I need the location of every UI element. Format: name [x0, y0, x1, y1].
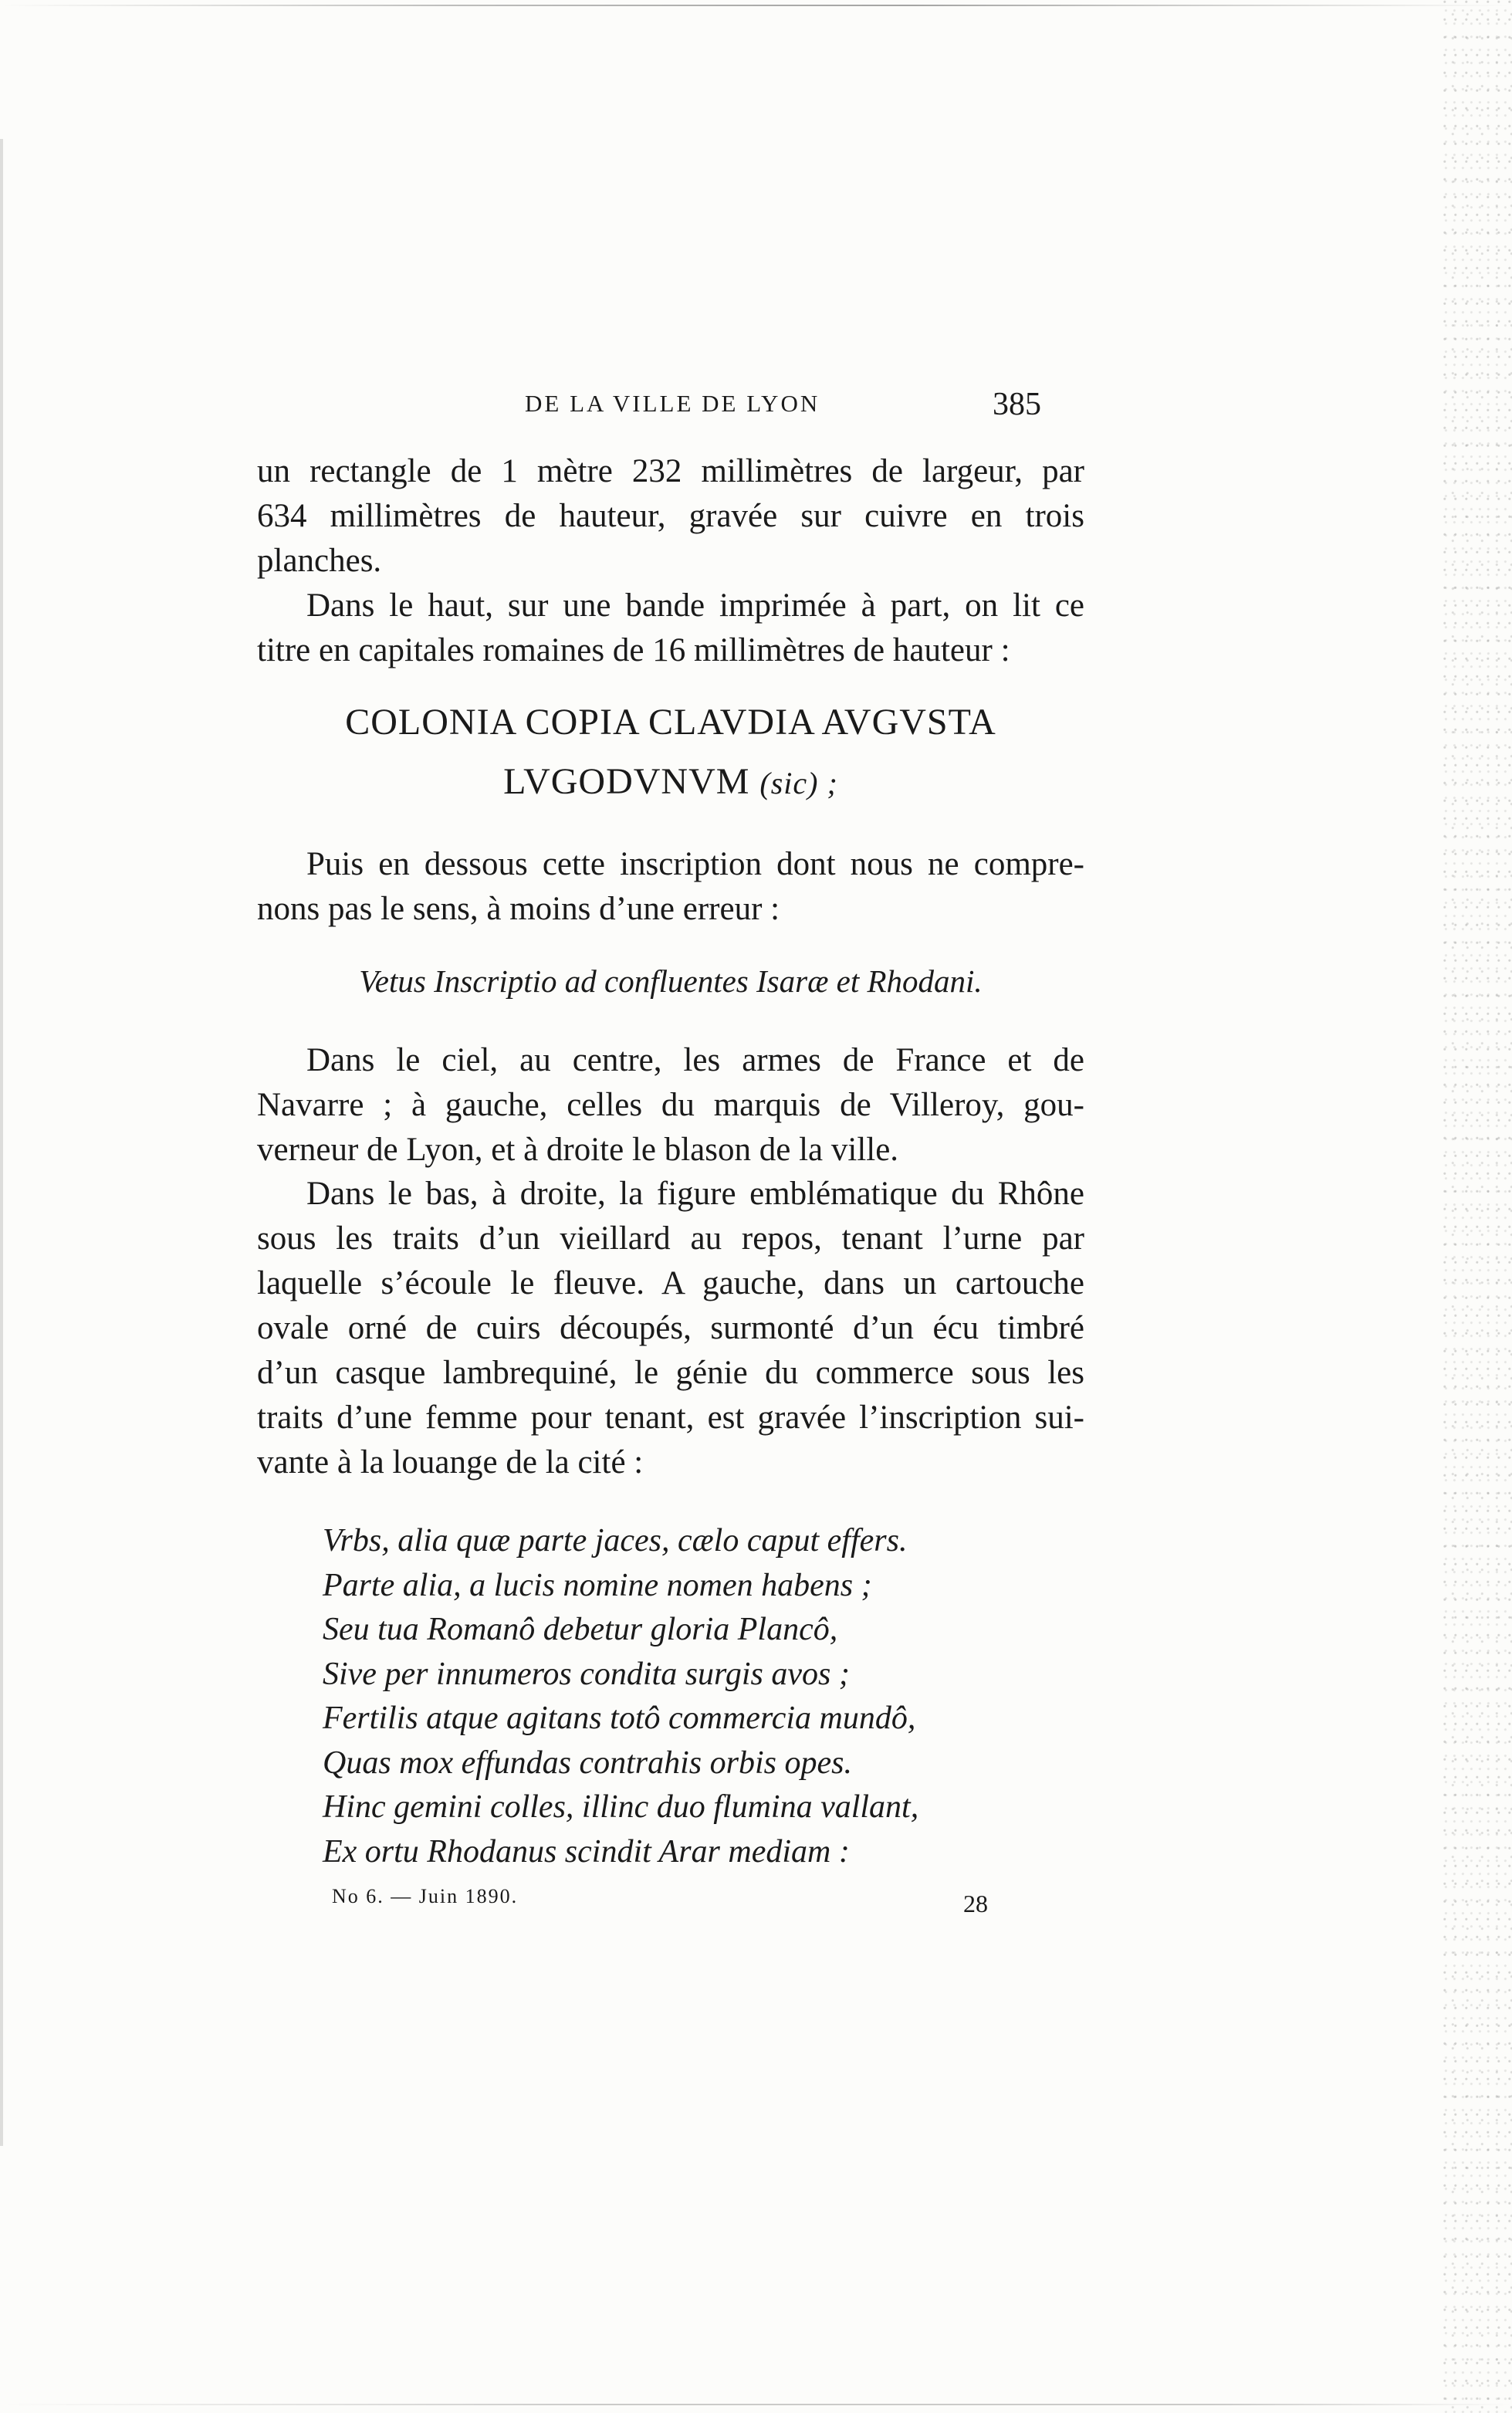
text-line: d’un casque lambrequiné, le génie du commerce sous les [257, 1355, 1084, 1391]
text-line: ovale orné de cuirs découpés, surmonté d’un écu timbré [257, 1310, 1084, 1346]
text-line: un rectangle de 1 mètre 232 millimètres de largeur, par [257, 453, 1084, 489]
issue-line: No 6. — Juin 1890. [332, 1885, 519, 1907]
verse-line: Parte alia, a lucis nomine nomen habens ; [323, 1567, 872, 1603]
running-head: DE LA VILLE DE LYON [525, 390, 820, 417]
paragraph-3 [257, 842, 1084, 932]
latin-title-word: LVGODVNVM [503, 761, 750, 802]
scan-left-edge [0, 139, 3, 2146]
verse-line: Fertilis atque agitans totô commercia mundô, [323, 1701, 916, 1736]
text-line: Dans le bas, à droite, la figure emblématique du Rhône [306, 1176, 1084, 1212]
scan-right-edge-speckle [1443, 0, 1512, 2413]
latin-inscription: Vetus Inscriptio ad confluentes Isaræ et Rhodani. [359, 963, 983, 999]
text-line: Navarre ; à gauche, celles du marquis de Villeroy, gou- [257, 1087, 1084, 1123]
verse-line: Ex ortu Rhodanus scindit Arar mediam : [323, 1833, 850, 1870]
text-line: titre en capitales romaines de 16 millimètres de hauteur : [257, 632, 1010, 668]
verse-line: Quas mox effundas contrahis orbis opes. [323, 1745, 852, 1781]
paragraph-5 [257, 1172, 1084, 1485]
verse-line: Hinc gemini colles, illinc duo flumina vallant, [323, 1789, 919, 1825]
verse-line: Sive per innumeros condita surgis avos ; [323, 1656, 850, 1692]
text-line: 634 millimètres de hauteur, gravée sur cuivre en trois [257, 498, 1084, 534]
text-line: Dans le haut, sur une bande imprimée à part, on lit ce [306, 587, 1084, 624]
verse-line: Vrbs, alia quæ parte jaces, cælo caput effers. [323, 1523, 908, 1558]
text-line: sous les traits d’un vieillard au repos, tenant l’urne par [257, 1220, 1084, 1257]
text-line: traits d’une femme pour tenant, est gravée l’inscription sui- [257, 1399, 1084, 1436]
text-line: laquelle s’écoule le fleuve. A gauche, dans un cartouche [257, 1265, 1084, 1301]
text-line: vante à la louange de la cité : [257, 1444, 644, 1481]
paragraph-1 [257, 449, 1084, 584]
latin-title-line-1: COLONIA COPIA CLAVDIA AVGVSTA [345, 702, 996, 743]
page-number: 385 [993, 387, 1041, 422]
text-line: nons pas le sens, à moins d’une erreur : [257, 891, 780, 927]
text-line: Puis en dessous cette inscription dont nous ne compre- [306, 846, 1084, 882]
latin-verse [323, 1519, 1094, 1874]
signature-mark: 28 [963, 1890, 988, 1917]
verse-line: Seu tua Romanô debetur gloria Plancô, [323, 1612, 838, 1647]
scan-bottom-edge [0, 2404, 1512, 2405]
paragraph-2 [257, 584, 1084, 673]
text-line: Dans le ciel, au centre, les armes de France et de [306, 1042, 1084, 1078]
text-line: planches. [257, 543, 382, 579]
scan-top-edge [0, 5, 1512, 6]
text-line: verneur de Lyon, et à droite le blason de la ville. [257, 1132, 899, 1168]
latin-title-line-2 [257, 760, 1084, 803]
sic-annotation: (sic) ; [759, 766, 838, 800]
paragraph-4 [257, 1038, 1084, 1173]
